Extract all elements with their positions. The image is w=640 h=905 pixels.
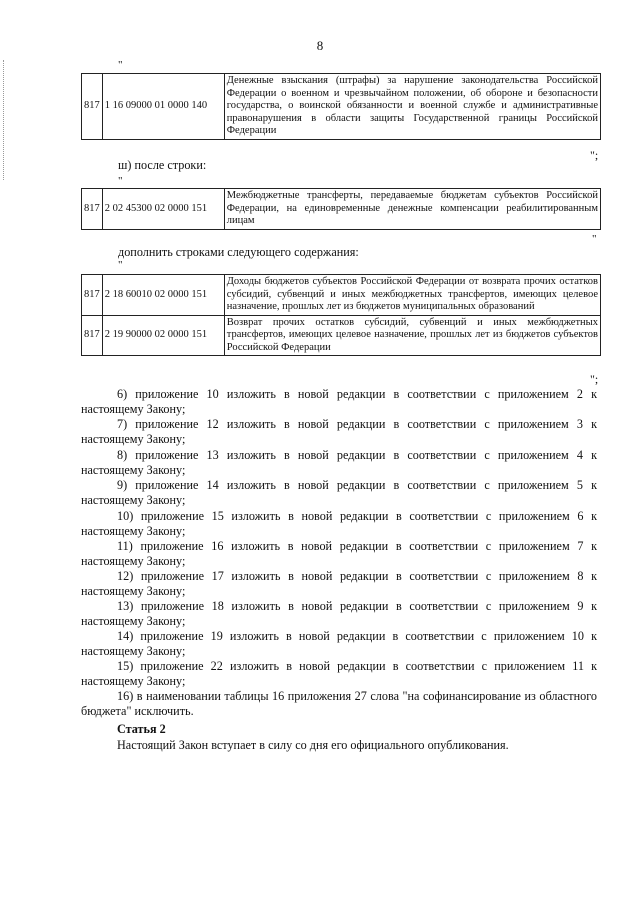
admin-code: 817 — [82, 189, 103, 230]
kbk-code: 1 16 09000 01 0000 140 — [102, 74, 224, 140]
row-description: Доходы бюджетов субъектов Российской Федерации от возврата прочих остатков субсидий, субвенций и иных межбюджетных трансфертов, имеющих целевое назначение, прошлых лет из бюджетов муниципальных образований — [224, 275, 600, 316]
list-item-9: 9) приложение 14 изложить в новой редакции в соответствии с приложением 5 к настоящему Закону; — [81, 478, 597, 507]
list-item-10: 10) приложение 15 изложить в новой редакции в соответствии с приложением 6 к настоящему Закону; — [81, 509, 597, 538]
list-item-12: 12) приложение 17 изложить в новой редакции в соответствии с приложением 8 к настоящему Закону; — [81, 569, 597, 598]
row-description: Возврат прочих остатков субсидий, субвенций и иных межбюджетных трансфертов, имеющих целевое назначение, прошлых лет из бюджетов субъектов Российской Федерации — [224, 315, 600, 356]
admin-code: 817 — [82, 275, 103, 316]
page-number: 8 — [316, 38, 324, 53]
list-item-13: 13) приложение 18 изложить в новой редакции в соответствии с приложением 9 к настоящему Закону; — [81, 599, 597, 628]
quote-open: " — [118, 59, 123, 71]
list-item-7: 7) приложение 12 изложить в новой редакции в соответствии с приложением 3 к настоящему Закону; — [81, 417, 597, 446]
scan-margin-marks — [3, 60, 6, 180]
instruction-add: дополнить строками следующего содержания: — [118, 245, 359, 259]
quote-close: "; — [590, 372, 599, 386]
row-description: Денежные взыскания (штрафы) за нарушение законодательства Российской Федерации о военном и чрезвычайном положении, об обороне и безопасности государства, о воинской обязанности и военной службе и административные правонарушения в области защиты Государственной границы Российской Федерации — [224, 74, 600, 140]
list-item-15: 15) приложение 22 изложить в новой редакции в соответствии с приложением 11 к настоящему Закону; — [81, 659, 597, 688]
table-row — [82, 315, 601, 356]
admin-code: 817 — [82, 74, 103, 140]
list-item-8: 8) приложение 13 изложить в новой редакции в соответствии с приложением 4 к настоящему Закону; — [81, 448, 597, 477]
kbk-code: 2 19 90000 02 0000 151 — [102, 315, 224, 356]
table-row — [82, 74, 601, 140]
table-3 — [81, 274, 601, 356]
instruction-sh: ш) после строки: — [118, 158, 207, 172]
table-2 — [81, 188, 601, 230]
article-heading: Статья 2 — [117, 722, 166, 736]
row-description: Межбюджетные трансферты, передаваемые бюджетам субъектов Российской Федерации, на единовременные денежные компенсации реабилитированным лицам — [224, 189, 600, 230]
quote-close: "; — [590, 148, 599, 162]
quote-open: " — [118, 259, 123, 271]
kbk-code: 2 18 60010 02 0000 151 — [102, 275, 224, 316]
quote-close-mark: " — [592, 233, 597, 245]
table-1 — [81, 73, 601, 140]
admin-code: 817 — [82, 315, 103, 356]
list-item-11: 11) приложение 16 изложить в новой редакции в соответствии с приложением 7 к настоящему Закону; — [81, 539, 597, 568]
list-item-6: 6) приложение 10 изложить в новой редакции в соответствии с приложением 2 к настоящему Закону; — [81, 387, 597, 416]
table-row — [82, 189, 601, 230]
kbk-code: 2 02 45300 02 0000 151 — [102, 189, 224, 230]
quote-open: " — [118, 175, 123, 187]
table-row — [82, 275, 601, 316]
list-item-16: 16) в наименовании таблицы 16 приложения 27 слова "на софинансирование из областного бюджета" исключить. — [81, 689, 597, 718]
article-text: Настоящий Закон вступает в силу со дня его официального опубликования. — [117, 738, 509, 752]
list-item-14: 14) приложение 19 изложить в новой редакции в соответствии с приложением 10 к настоящему Закону; — [81, 629, 597, 658]
